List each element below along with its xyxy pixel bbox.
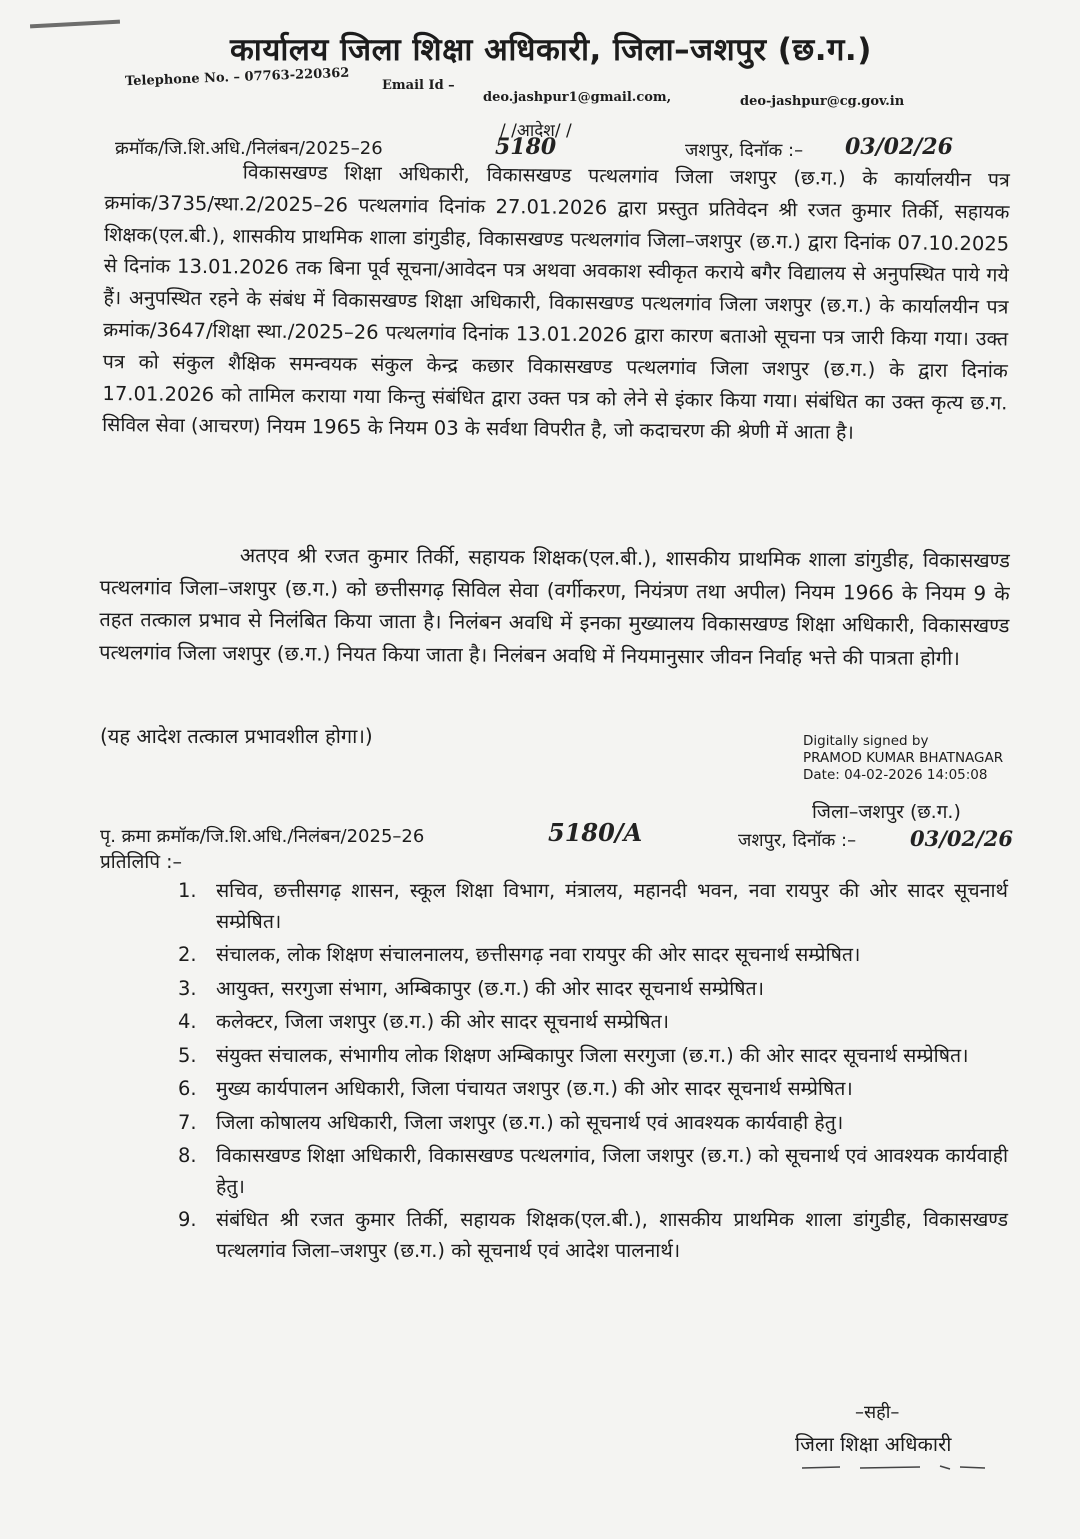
list-item: 5. संयुक्त संचालक, संभागीय लोक शिक्षण अम्बिकापुर जिला सरगुजा (छ.ग.) की ओर सादर सूचनार्थ सम्प्रेषित। [178, 1043, 969, 1067]
list-item: 1. सचिव, छत्तीसगढ़ शासन, स्कूल शिक्षा विभाग, मंत्रालय, महानदी भवन, नवा रायपुर की ओर सादर सूचनार्थ सम्प्रेषित। [178, 879, 1008, 933]
telephone: Telephone No. – 07763-220362 [124, 65, 350, 90]
list-item: 7. जिला कोषालय अधिकारी, जिला जशपुर (छ.ग.) को सूचनार्थ एवं आवश्यक कार्यवाही हेतु। [178, 1110, 844, 1134]
order-effect-note: (यह आदेश तत्काल प्रभावशील होगा।) [100, 724, 373, 748]
order-paragraph-2: अतएव श्री रजत कुमार तिर्की, सहायक शिक्षक(एल.बी.), शासकीय प्राथमिक शाला डांगुडीह, विकासखण्ड पत्थलगांव जिला–जशपुर (छ.ग.) को छत्तीसगढ़ सिविल सेवा (वर्गीकरण, नियंत्रण तथा अपील) नियम 1966 के नियम 9 के तहत तत्काल प्रभाव से निलंबित किया जाता है। निलंबन अवधि में इनका मुख्यालय विकासखण्ड शिक्षा अधिकारी, विकासखण्ड पत्थलगांव जिला जशपुर (छ.ग.) नियत किया जाता है। निलंबन अवधि में नियमानुसार जीवन निर्वाह भत्ते की पात्रता होगी। [99, 542, 1010, 670]
list-item: 6. मुख्य कार्यपालन अधिकारी, जिला पंचायत जशपुर (छ.ग.) की ओर सादर सूचनार्थ सम्प्रेषित। [178, 1077, 853, 1100]
endorsement-ref-handwritten: 5180/A [548, 818, 643, 847]
email-label: Email Id – [382, 78, 455, 93]
endorsement-reference-row [100, 818, 1020, 858]
copy-recipients-list [178, 876, 1008, 1269]
officer-title: जिला शिक्षा अधिकारी [795, 1432, 952, 1456]
order-heading: / /आदेश/ / [500, 121, 572, 141]
endorsement-ref-number: पृ. क्रमा क्रमॉक/जि.शि.अधि./निलंबन/2025–26 [100, 826, 425, 847]
email-2: deo-jashpur@cg.gov.in [740, 94, 905, 109]
office-title: कार्यालय जिला शिक्षा अधिकारी, जिला–जशपुर (छ.ग.) [230, 32, 872, 68]
order-date-handwritten: 03/02/26 [845, 134, 953, 160]
endorsement-place-date-label: जशपुर, दिनॉक :– [738, 830, 857, 851]
order-paragraph-1: विकासखण्ड शिक्षा अधिकारी, विकासखण्ड पत्थलगांव जिला जशपुर (छ.ग.) के कार्यालयीन पत्र क्रमांक/3735/स्था.2/2025–26 पत्थलगांव दिनांक 27.01.2026 द्वारा प्रस्तुत प्रतिवेदन श्री रजत कुमार तिर्की, सहायक शिक्षक(एल.बी.), शासकीय प्राथमिक शाला डांगुडीह, विकासखण्ड पत्थलगांव जिला–जशपुर (छ.ग.) द्वारा दिनांक 07.10.2025 से दिनांक 13.01.2026 तक बिना पूर्व सूचना/आवेदन पत्र अथवा अवकाश स्वीकृत कराये बगैर विद्यालय से अनुपस्थित पाये गये हैं। अनुपस्थित रहने के संबंध में विकासखण्ड शिक्षा अधिकारी, विकासखण्ड पत्थलगांव जिला जशपुर (छ.ग.) के कार्यालयीन पत्र क्रमांक/3647/शिक्षा स्था./2025–26 पत्थलगांव दिनांक 13.01.2026 द्वारा कारण बताओ सूचना पत्र जारी किया गया। उक्त पत्र को संकुल शैक्षिक समन्वयक संकुल केन्द्र कछार विकासखण्ड पत्थलगांव जिला जशपुर (छ.ग.) के द्वारा दिनांक 17.01.2026 को तामिल कराया गया किन्तु संबंधित द्वारा उक्त पत्र को लेने से इंकार किया गया। संबंधित का उक्त कृत्य छ.ग. सिविल सेवा (आचरण) नियम 1965 के नियम 03 के सर्वथा विपरीत है, जो कदाचरण की श्रेणी में आता है। [102, 160, 1010, 445]
list-item: 4. कलेक्टर, जिला जशपुर (छ.ग.) की ओर सादर सूचनार्थ सम्प्रेषित। [178, 1010, 669, 1033]
scan-mark [30, 20, 120, 29]
order-place-date-label: जशपुर, दिनॉक :– [685, 140, 804, 161]
list-item: 9. संबंधित श्री रजत कुमार तिर्की, सहायक शिक्षक(एल.बी.), शासकीय प्राथमिक शाला डांगुडीह, विकासखण्ड पत्थलगांव जिला–जशपुर (छ.ग.) को सूचनार्थ एवं आदेश पालनार्थ। [178, 1208, 1008, 1262]
digital-signature-block [803, 733, 1003, 784]
list-item: 3. आयुक्त, सरगुजा संभाग, अम्बिकापुर (छ.ग.) की ओर सादर सूचनार्थ सम्प्रेषित। [178, 976, 765, 1000]
signature-district: जिला–जशपुर (छ.ग.) [812, 801, 961, 823]
list-item: 8. विकासखण्ड शिक्षा अधिकारी, विकासखण्ड पत्थलगांव, जिला जशपुर (छ.ग.) को सूचनार्थ एवं आवश्यक कार्यवाही हेतु। [178, 1144, 1008, 1198]
order-ref-number: क्रमॉक/जि.शि.अधि./निलंबन/2025–26 [115, 138, 383, 159]
digital-signature-date: Date: 04-02-2026 14:05:08 [803, 767, 988, 783]
digital-signature-line-1: Digitally signed by [803, 733, 929, 749]
digital-signature-name: PRAMOD KUMAR BHATNAGAR [803, 750, 1004, 766]
copy-to-label: प्रतिलिपि :– [100, 851, 183, 873]
order-ref-handwritten: 5180 [495, 134, 557, 160]
email-1: deo.jashpur1@gmail.com, [483, 90, 672, 105]
list-item: 2. संचालक, लोक शिक्षण संचालनालय, छत्तीसगढ़ नवा रायपुर की ओर सादर सूचनार्थ सम्प्रेषित। [178, 943, 861, 966]
endorsement-date-handwritten: 03/02/26 [910, 826, 1014, 851]
signed-note: –सही– [855, 1402, 900, 1423]
cut-off-text-remnant [800, 1462, 990, 1472]
